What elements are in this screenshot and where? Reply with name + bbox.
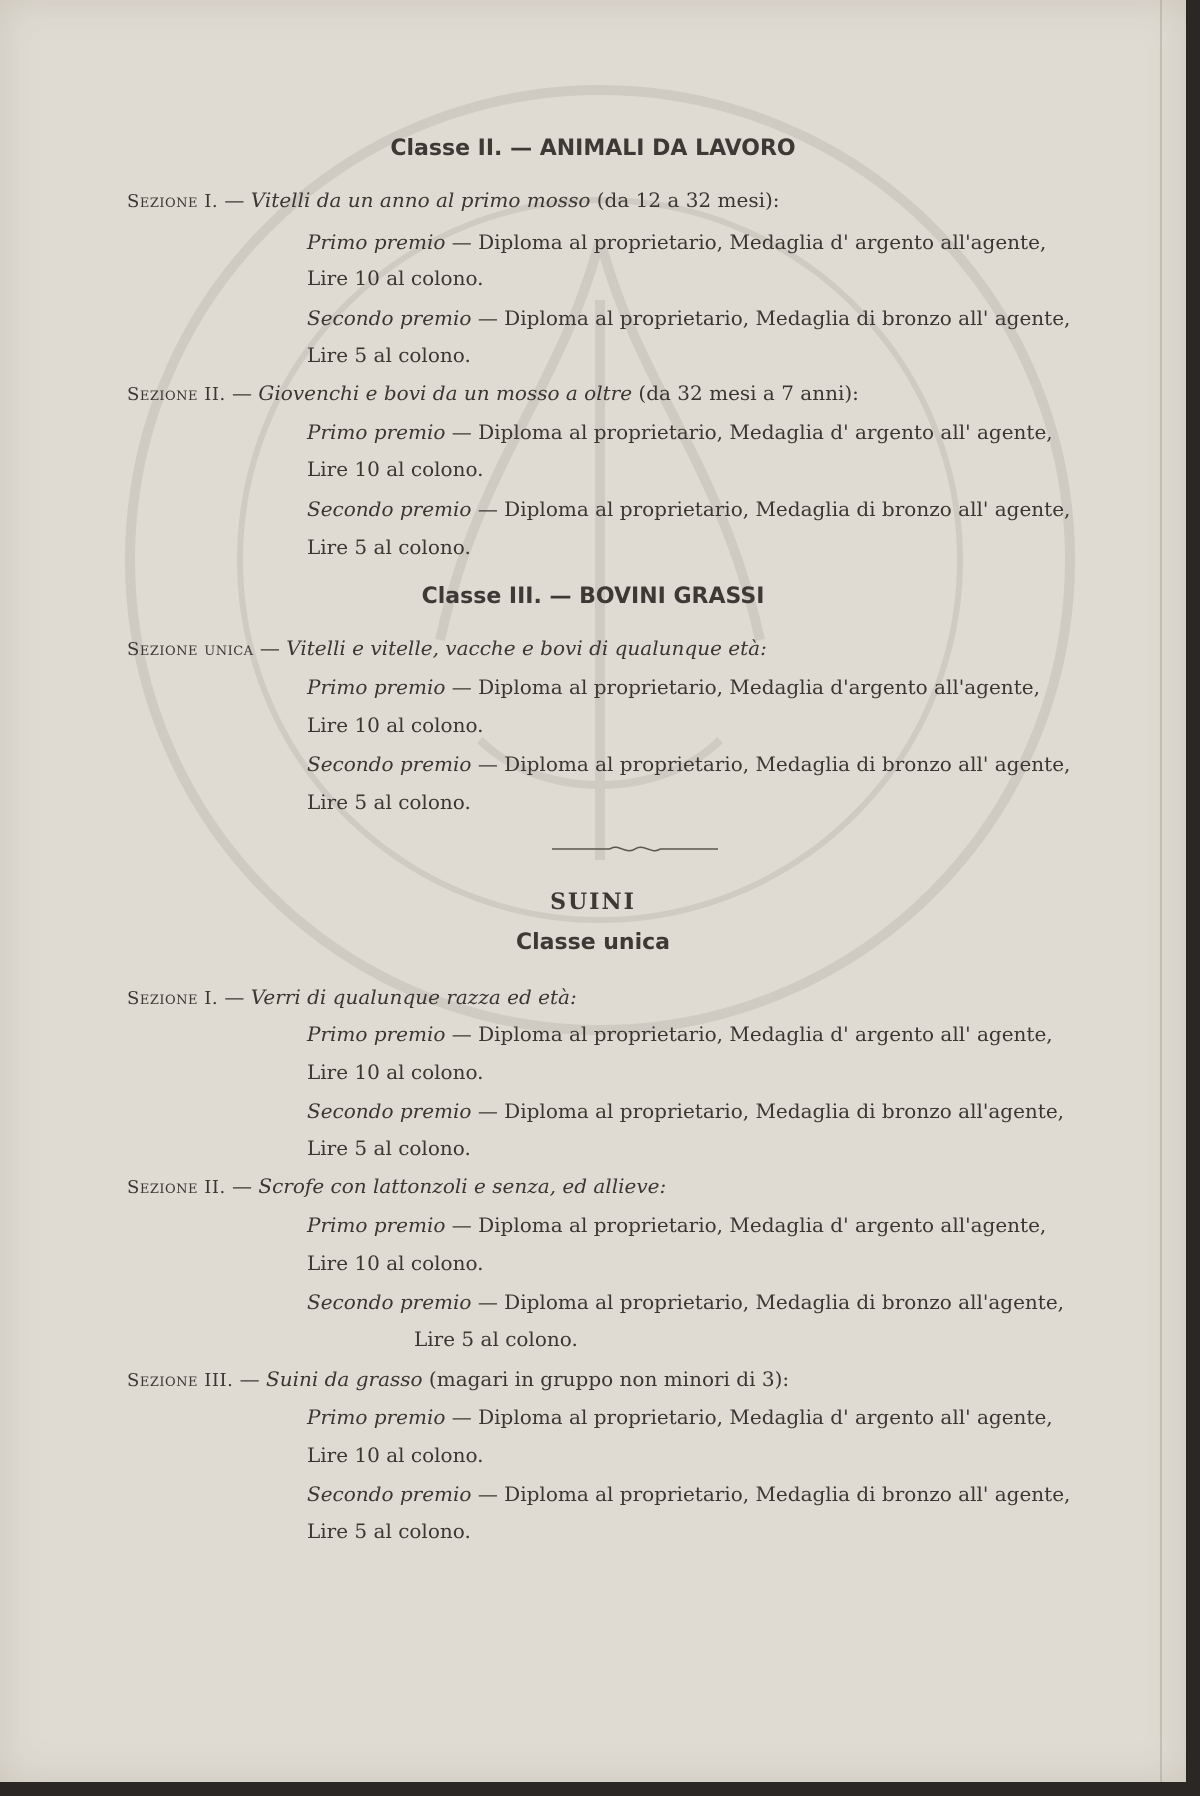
primo-premio-line: Primo premio — Diploma al proprietario, Medaglia d' argento all' agente, bbox=[307, 1405, 1053, 1429]
sezione-label: Sezione III. bbox=[127, 1370, 234, 1391]
secondo-premio-line: Secondo premio — Diploma al proprietario, Medaglia di bronzo all' agente, bbox=[307, 497, 1071, 521]
classe2-sezione-2: Sezione II. — Giovenchi e bovi da un mosso a oltre (da 32 mesi a 7 anni): bbox=[127, 381, 859, 405]
sezione-label: Sezione II. bbox=[127, 1177, 226, 1198]
secondo-premio-continuation: Lire 5 al colono. bbox=[307, 1519, 471, 1543]
primo-premio-continuation: Lire 10 al colono. bbox=[307, 457, 484, 481]
classe-3-title: Classe III. — BOVINI GRASSI bbox=[421, 584, 765, 609]
suini-title: SUINI bbox=[550, 889, 636, 915]
sezione-label: Sezione I. bbox=[127, 988, 219, 1009]
sezione-label: Sezione unica bbox=[127, 639, 254, 660]
sezione-description: Scrofe con lattonzoli e senza, ed allieve: bbox=[258, 1174, 667, 1198]
sezione-label: Sezione II. bbox=[127, 384, 226, 405]
primo-premio-line: Primo premio — Diploma al proprietario, Medaglia d' argento all'agente, bbox=[307, 230, 1047, 254]
primo-premio-line: Primo premio — Diploma al proprietario, Medaglia d'argento all'agente, bbox=[307, 675, 1040, 699]
primo-premio-continuation: Lire 10 al colono. bbox=[307, 1251, 484, 1275]
secondo-premio-continuation: Lire 5 al colono. bbox=[307, 535, 471, 559]
secondo-premio-continuation: Lire 5 al colono. bbox=[307, 790, 471, 814]
secondo-premio-line: Secondo premio — Diploma al proprietario, Medaglia di bronzo all' agente, bbox=[307, 752, 1071, 776]
secondo-premio-line: Secondo premio — Diploma al proprietario, Medaglia di bronzo all' agente, bbox=[307, 1482, 1071, 1506]
suini-sezione-2: Sezione II. — Scrofe con lattonzoli e senza, ed allieve: bbox=[127, 1174, 667, 1198]
secondo-premio-line: Secondo premio — Diploma al proprietario, Medaglia di bronzo all'agente, bbox=[307, 1099, 1065, 1123]
sezione-description: Vitelli e vitelle, vacche e bovi di qualunque età: bbox=[286, 636, 767, 660]
classe3-sezione-unica: Sezione unica — Vitelli e vitelle, vacche e bovi di qualunque età: bbox=[127, 636, 767, 660]
sezione-description: Giovenchi e bovi da un mosso a oltre bbox=[258, 381, 633, 405]
secondo-premio-continuation: Lire 5 al colono. bbox=[307, 1136, 471, 1160]
primo-premio-continuation: Lire 10 al colono. bbox=[307, 1060, 484, 1084]
section-divider-ornament bbox=[550, 843, 720, 855]
primo-premio-continuation: Lire 10 al colono. bbox=[307, 1443, 484, 1467]
suini-subtitle: Classe unica bbox=[515, 930, 671, 955]
primo-premio-line: Primo premio — Diploma al proprietario, Medaglia d' argento all'agente, bbox=[307, 1213, 1047, 1237]
primo-premio-continuation: Lire 10 al colono. bbox=[307, 266, 484, 290]
primo-premio-continuation: Lire 10 al colono. bbox=[307, 713, 484, 737]
secondo-premio-line: Secondo premio — Diploma al proprietario, Medaglia di bronzo all'agente, bbox=[307, 1290, 1065, 1314]
sezione-description: Verri di qualunque razza ed età: bbox=[250, 985, 577, 1009]
secondo-premio-continuation: Lire 5 al colono. bbox=[414, 1327, 578, 1351]
secondo-premio-continuation: Lire 5 al colono. bbox=[307, 343, 471, 367]
primo-premio-line: Primo premio — Diploma al proprietario, Medaglia d' argento all' agente, bbox=[307, 1022, 1053, 1046]
primo-premio-line: Primo premio — Diploma al proprietario, Medaglia d' argento all' agente, bbox=[307, 420, 1053, 444]
sezione-description: Suini da grasso bbox=[266, 1367, 423, 1391]
suini-sezione-1: Sezione I. — Verri di qualunque razza ed età: bbox=[127, 985, 577, 1009]
secondo-premio-line: Secondo premio — Diploma al proprietario, Medaglia di bronzo all' agente, bbox=[307, 306, 1071, 330]
sezione-label: Sezione I. bbox=[127, 191, 219, 212]
sezione-description: Vitelli da un anno al primo mosso bbox=[250, 188, 591, 212]
classe2-sezione-1: Sezione I. — Vitelli da un anno al primo mosso (da 12 a 32 mesi): bbox=[127, 188, 780, 212]
classe-2-title: Classe II. — ANIMALI DA LAVORO bbox=[390, 136, 796, 161]
suini-sezione-3: Sezione III. — Suini da grasso (magari in gruppo non minori di 3): bbox=[127, 1367, 790, 1391]
